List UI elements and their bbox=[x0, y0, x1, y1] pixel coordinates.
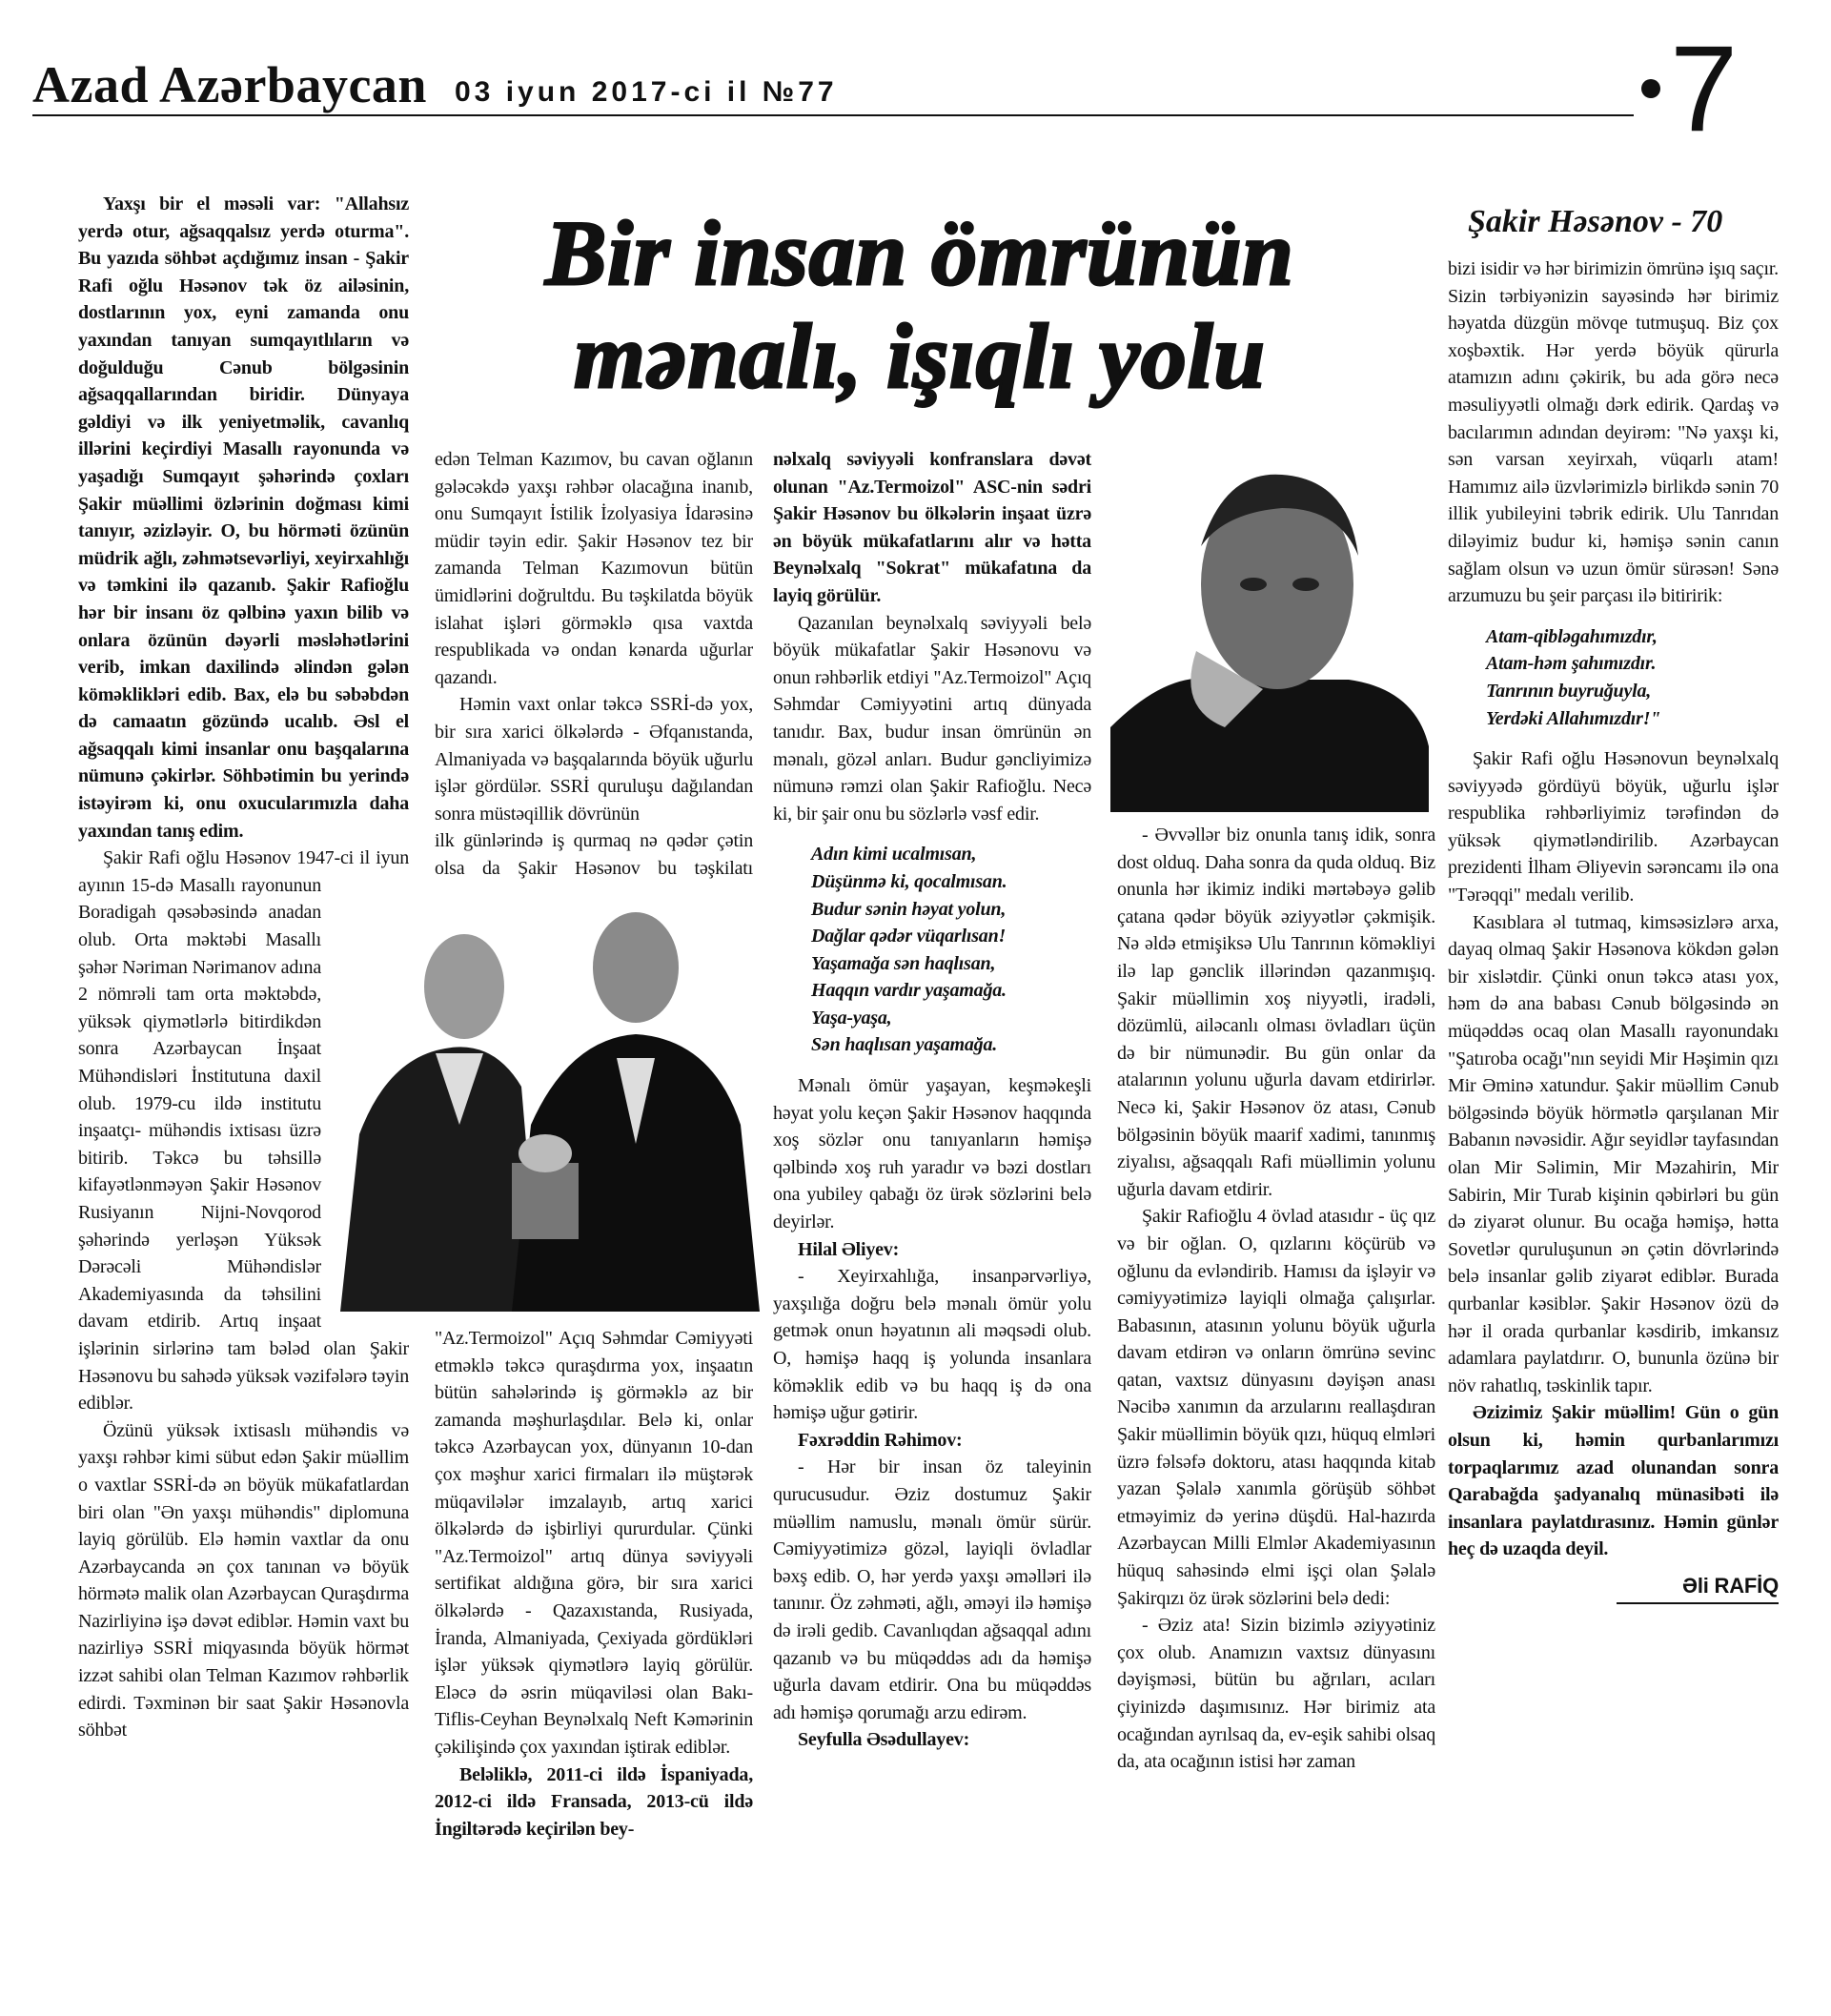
poem-line: Yerdəki Allahımızdır!" bbox=[1486, 707, 1661, 729]
poem-line: Yaşa-yaşa, bbox=[811, 1007, 892, 1028]
paragraph: bizi isidir və hər birimizin ömrünə işıq saçır. Sizin tərbiyənizin sayəsində hər birimiz həyatda düzgün mövqe tutmuşuq. Biz çox xoşbəxtik. Hər yerdə böyük qürurla atamızın adını çəkirik, bu ada görə necə məsuliyyətli olmağı dərk edirik. Qardaş və bacılarımın adından deyirəm: "Nə yaxşı ki, sən varsan xeyirxah, vüqarlı atam! Hamımız ailə üzvlərimizlə birlikdə sənin 70 illik yubileyini təbrik edirik. Ulu Tanrıdan diləyimiz budur ki, həmişə sənin canın sağlam olsun və uzun ömür sürəsən! Sənə arzumuzu bu şeir parçası ilə bitiririk: bbox=[1448, 258, 1779, 607]
article-headline bbox=[419, 202, 1420, 408]
paragraph: Kasıblara əl tutmaq, kimsəsizlərə arxa, dayaq olmaq Şakir Həsənova kökdən gələn bir xislətdir. Çünki onun təkcə atası yox, həm də ana babası Cənub bölgəsində ən müqəddəs ocaq olan Masallı rayonundakı "Şatıroba ocağı"nın seyidi Mir Həşimin qızı Mir Əminə xatundur. Şakir müəllim Cənub bölgəsində böyük hörmətlə qarşılanan Mir Babanın nəvəsidir. Ağır seyidlər tayfasından olan Mir Səlimin, Mir Məzahirin, Mir Sabirin, Mir Turab kişinin qəbirləri bu gün də ziyarət olunur. Bu ocağa həmişə, hətta Sovetlər quruluşunun ən çətin dövrlərində belə insanlar gəlib ziyarət ediblər. Burada qurbanlar kəsiblər. Şakir Həsənov özü də hər il orada qurbanlar kəsdirib, imkansız adamlara paylatdırır. O, bununla özünə bir növ rahatlıq, təskinlik tapır. bbox=[1448, 911, 1779, 1396]
headline-line-1: Bir insan ömrünün bbox=[545, 202, 1294, 304]
bullet-icon bbox=[1641, 79, 1660, 98]
paragraph: Mənalı ömür yaşayan, keşməkeşli həyat yolu keçən Şakir Həsənov haqqında xoş sözlər onu tanıyanların həmişə qəlbində xoş ruh yaradır və bəzi dostları ona yubiley qabağı öz ürək sözlərini belə deyirlər. bbox=[773, 1075, 1091, 1233]
newspaper-masthead: Azad Azərbaycan bbox=[32, 56, 427, 113]
paragraph: - Xeyirxahlığa, insanpərvərliyə, yaxşılığa doğru belə mənalı ömür yolu getmək onun həyatının ali məqsədi olub. O, həmişə haqq iş yolunda insanlara köməklik edib və bu haqq iş də ona həmişə uğur gətirir. bbox=[773, 1266, 1091, 1424]
paragraph-part: Şakir Rafi oğlu Həsənov 1947-ci il iyun ayının 15-də Masallı rayonunun Boradigah qəsəbəsində anadan olub. Orta məktəbi Masallı şəhər Nəriman Nərimanov adına 2 nömrəli tam orta məktəbdə, yüksək qiymətlərlə bitirdikdən sonra Azərbaycan İnşaat Mühəndisləri İnstitutuna daxil olub. 1979-cu ildə institutu inşaatçı- bbox=[78, 847, 409, 1142]
paragraph: nəlxalq səviyyəli konfranslara dəvət olunan "Az.Termoizol" ASC-nin sədri Şakir Həsənov bu ölkələrin inşaat üzrə ən böyük mükafatlarını alır və hətta Beynəlxalq "Sokrat" mükafatına da layiq görülür. bbox=[773, 449, 1091, 606]
poem-line: Yaşamağa sən haqlısan, bbox=[811, 952, 996, 974]
poem-line: Atam-həm şahımızdır. bbox=[1486, 653, 1657, 675]
portrait-photo bbox=[1110, 441, 1429, 812]
paragraph: - Əvvəllər biz onunla tanış idik, sonra dost olduq. Daha sonra da quda olduq. Biz onunla hər ikimiz indiki mərtəbəyə gəlib çatana qədər böyük əziyyətlər çəkmişik. Nə əldə etmişiksə Ulu Tanrının köməkliyi ilə lap gənclik illərindən qazanmışıq. Şakir müəllimin xoş niyyətli, iradəli, dözümlü, ailəcanlı olması övladları üçün də bir nümunədir. Bu gün onlar da atalarının yolunu uğurla davam etdirirlər. Necə ki, Şakir Həsənov öz atası, Cənub bölgəsinin böyük maarif xadimi, tanınmış ziyalısı, ağsaqqalı Rafi müəllimin yolunu uğurla davam etdirir. bbox=[1117, 825, 1435, 1200]
issue-date: 03 iyun 2017-ci il №77 bbox=[455, 76, 838, 108]
paragraph: Həmin vaxt onlar təkcə SSRİ-də yox, bir sıra xarici ölkələrdə - Əfqanıstanda, Almaniyada və başqalarında böyük uğurlu işlər gördülər. SSRİ quruluşu dağılandan sonra müstəqillik dövrünün bbox=[435, 694, 753, 825]
speaker-name: Seyfulla Əsədullayev: bbox=[798, 1729, 970, 1751]
poem bbox=[1486, 623, 1779, 732]
paragraph: Qazanılan beynəlxalq səviyyəli belə böyük mükafatlar Şakir Həsənovu və onun rəhbərlik etdiyi "Az.Termoizol" Açıq Səhmdar Cəmiyyətini artıq dünyada tanıdır. Bax, budur insan ömrünün ən mənalı, gözəl anları. Budur gəncliyimizə nümunə rəmzi olan Şakir Rafioğlu. Necə ki, bir şair onu bu sözlərlə vəsf edir. bbox=[773, 612, 1091, 825]
section-heading: Şakir Həsənov - 70 bbox=[1468, 204, 1723, 239]
poem-line: Düşünmə ki, qocalmısan. bbox=[811, 870, 1007, 892]
poem-line: Sən haqlısan yaşamağa. bbox=[811, 1034, 998, 1056]
paragraph: Şakir Rafi oğlu Həsənovun beynəlxalq səviyyədə gördüyü böyük, uğurlu işlər respublika rəhbərliyimiz tərəfindən də yüksək qiymətləndirilib. Azərbaycan prezidenti İlham Əliyevin sərəncamı ilə ona "Tərəqqi" medalı verilib. bbox=[1448, 748, 1779, 906]
paragraph: edən Telman Kazımov, bu cavan oğlanın gələcəkdə yaxşı rəhbər olacağına inanıb, onu Sumqayıt İstilik İzolyasiya İdarəsinə müdir təyin edir. Şakir Həsənov tez bir zamanda Telman Kazımovun bütün ümidlərini doğrultdu. Bu təşkilatda böyük islahat işləri görməklə qısa vaxtda respublikada və ondan kənarda uğurlar qazandı. bbox=[435, 449, 753, 688]
poem-line: Tanrının buyruğuyla, bbox=[1486, 680, 1652, 702]
paragraph: ilk günlərində iş qurmaq nə qədər çətin olsa da Şakir Həsənov bu təşkilatı "Az.Termoizol" Açıq Səhmdar Cəmiyyəti etməklə təkcə quraşdırma yox, inşaatın bütün sahələrində iş görməklə az bir zamanda məşhurlaşdılar. Belə ki, onlar təkcə Azərbaycan yox, dünyanın 10-dan çox məşhur xarici firmaları ilə müştərək müqavilələr imzalayıb, artıq xarici ölkələrdə də işbirliyi qururdular. Çünki "Az.Termoizol" artıq dünya səviyyəli sertifikat aldığına görə, bir sıra xarici ölkələrdə - Qazaxıstanda, Rusiyada, İranda, Almaniyada, Çexiyada gördükləri işlər yüksək qiymətlərə layiq görülür. Eləcə də əsrin müqaviləsi olan Bakı-Tiflis-Ceyhan Beynəlxalq Neft Kəmərinin çəkilişində çox yaxından iştirak ediblər. bbox=[435, 830, 753, 1758]
paragraph: Beləliklə, 2011-ci ildə İspaniyada, 2012-ci ildə Fransada, 2013-cü ildə İngiltərədə keçirilən bey- bbox=[435, 1763, 753, 1840]
paragraph: Özünü yüksək ixtisaslı mühəndis və yaxşı rəhbər kimi sübut edən Şakir müəllim o vaxtlar SSRİ-də ən böyük mükafatlardan biri olan "Ən yaxşı mühəndis" diplomuna layiq görülüb. Elə həmin vaxtlar da onu Azərbaycanda ən çox tanınan və böyük hörmətə malik olan Azərbaycan Quraşdırma Nazirliyinə işə dəvət ediblər. Həmin vaxt bu nazirliyə SSRİ miqyasında böyük hörmət izzət sahibi olan Telman Kazımov rəhbərlik edirdi. Təxminən bir saat Şakir Həsənovla söhbət bbox=[78, 1419, 409, 1741]
column-3 bbox=[773, 446, 1091, 1754]
headline-line-2: mənalı, işıqlı yolu bbox=[574, 305, 1266, 407]
poem-line: Budur sənin həyat yolun, bbox=[811, 898, 1007, 920]
poem-line: Adın kimi ucalmısan, bbox=[811, 844, 977, 865]
page-number bbox=[1641, 21, 1739, 157]
intro-paragraph: Yaxşı bir el məsəli var: "Allahsız yerdə otur, ağsaqqalsız yerdə oturma". Bu yazıda söhbət açdığımız insan - Şakir Rafi oğlu Həsənov tək öz ailəsinin, dostlarının yox, eyni zamanda onu yaxından tanıyan sumqayıtlıların və doğulduğu Cənub bölgəsinin ağsaqqallarından biridir. Dünyaya gəldiyi və ilk yeniyetməlik, cavanlıq illərini keçirdiyi Masallı rayonunda və yaşadığı Sumqayıt şəhərində çoxları Şakir müəllimi özlərinin doğması kimi tanıyır, əzizləyir. O, bu hörməti özünün müdrik ağlı, zəhmətsevərliyi, xeyirxahlığı və təmkini ilə qazanıb. Şakir Rafioğlu hər bir insanı öz qəlbinə yaxın bilib və onlara özünün dəyərli məsləhətlərini verib, imkan daxilində əlindən gələn köməklikləri edib. Bax, elə bu səbəbdən də camaatın gözündə ucalıb. Əsl el ağsaqqalı kimi insanlar onu başqalarına nümunə çəkirlər. Söhbətimin bu yerində istəyirəm ki, onu oxucularımızla daha yaxından tanış edim. bbox=[78, 193, 409, 842]
speaker-name: Fəxrəddin Rəhimov: bbox=[798, 1429, 963, 1451]
column-4 bbox=[1117, 822, 1435, 1776]
award-photo bbox=[331, 896, 766, 1312]
page-number-value: 7 bbox=[1670, 21, 1739, 157]
speaker-name: Hilal Əliyev: bbox=[798, 1238, 900, 1260]
paragraph: Şakir Rafioğlu 4 övlad atasıdır - üç qız və bir oğlan. O, qızlarını köçürüb və oğlunu da evləndirib. Hamısı da işləyir və cəmiyyətimizə layiqli olmağa çalışırlar. Babasının, atasının yolunu böyük uğurla davam etdirən və onların ömrünə sevinc qatan, vaxtsız dünyasını dəyişən anası Nəcibə xanımın da arzularını reallaşdıran Şakir müəllimin böyük qızı, hüquq elmləri üzrə fəlsəfə doktoru, atası haqqında kitab yazan Şəlalə xanımla görüşüb söhbət etməyimiz də yerinə düşdü. Hal-hazırda Azərbaycan Milli Elmlər Akademiyasının hüquq sahəsində elmi işçi olan Şəlalə Şakirqızı öz ürək sözlərini belə dedi: bbox=[1117, 1206, 1435, 1609]
poem-line: Atam-qibləgahımızdır, bbox=[1486, 625, 1658, 647]
column-5 bbox=[1448, 255, 1779, 1604]
poem-line: Haqqın vardır yaşamağa. bbox=[811, 980, 1007, 1002]
header-rule bbox=[32, 114, 1634, 116]
author-signature: Əli RAFİQ bbox=[1617, 1573, 1779, 1604]
paragraph: - Hər bir insan öz taleyinin qurucusudur. Əziz dostumuz Şakir müəllim namuslu, mənalı ömür sürür. Cəmiyyətimizə gözəl, layiqli övladlar bəxş edib. O, hər yerdə yaxşı əməlləri ilə tanınır. Öz zəhməti, ağlı, əməyi ilə həmişə də irəli gedib. Cavanlıqdan ağsaqqal adını qazanıb və bu müqəddəs adı da həmişə uğurla davam etdirir. Ona bu müqəddəs adı həmişə qorumağı arzu edirəm. bbox=[773, 1456, 1091, 1723]
paragraph: - Əziz ata! Sizin bizimlə əziyyətiniz çox olub. Anamızın vaxtsız dünyasını dəyişməsi, bütün bu ağrıları, acıları çiyinizdə daşımısınız. Hər birimiz ata ocağından ayrılsaq da, ev-eşik sahibi olsaq da, ata ocağının istisi hər zaman bbox=[1117, 1615, 1435, 1773]
poem-line: Dağlar qədər vüqarlısan! bbox=[811, 926, 1007, 947]
paragraph-part: mühəndis ixtisası üzrə bitirib. Təkcə bu təhsillə kifayətlənməyən Şakir Həsənov Rusiyanın Nijni-Novqorod şəhərində yerləşən Yüksək Dərəcəli Mühəndislər Akademiyasında da təhsilini davam etdirib. Artıq inşaat işlərinin sirlərinə tam bələd olan Şakir Həsənovu bu sahədə yüksək vəzifələrə təyin ediblər. bbox=[78, 1120, 409, 1415]
poem bbox=[811, 841, 1091, 1059]
closing-paragraph: Əzizimiz Şakir müəllim! Gün o gün olsun ki, həmin qurbanlarımızı torpaqlarımız azad olunandan sonra Qarabağda şadyanalıq münasibəti ilə insanlara paylatdırasınız. Həmin günlər heç də uzaqda deyil. bbox=[1448, 1402, 1779, 1560]
